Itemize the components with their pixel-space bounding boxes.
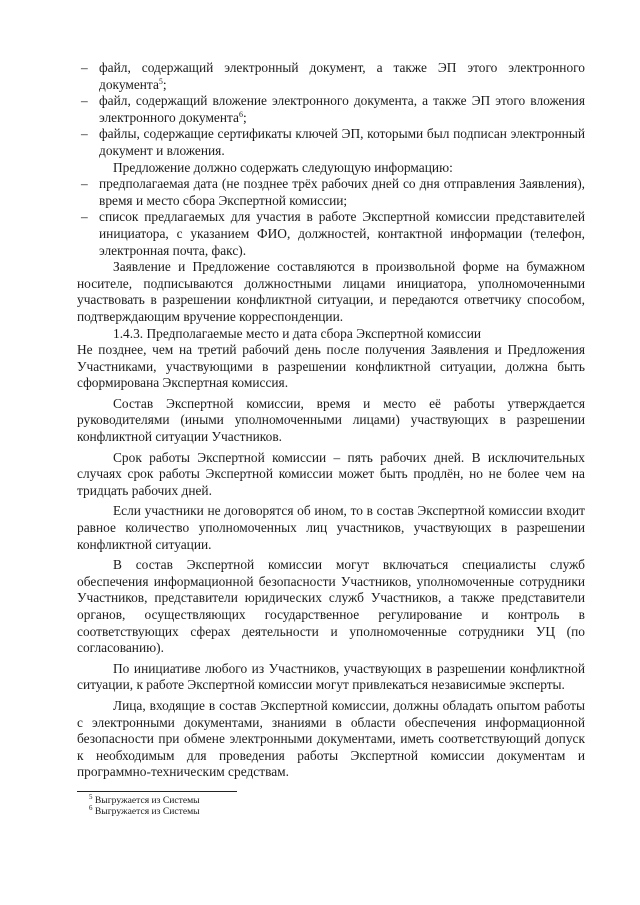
list-item-text: файл, содержащий электронный документ, а также ЭП этого электронного документа <box>99 60 585 92</box>
list-dash: – <box>81 93 88 109</box>
list-item-tail: ; <box>162 76 167 92</box>
paragraph-deadline: Не позднее, чем на третий рабочий день после получения Заявления и Предложения Участниками, участвующими в разрешении конфликтной ситуации, должна быть сформирована Экспертная комиссия. <box>77 342 585 391</box>
footnote-ref[interactable]: 6 <box>238 109 243 119</box>
footnote-item <box>89 792 585 807</box>
list-item-certificates <box>77 126 585 159</box>
paragraph-specialists: В состав Экспертной комиссии могут включаться специалисты служб обеспечения информационной безопасности Участников, уполномоченные сотрудники Участников, представители юридических служб Участников, а также представители органов, осуществляющих государственное регулирование и контроль в соответствующих сферах деятельности и уполномоченные сотрудники УЦ (по согласованию). <box>77 557 585 656</box>
list-dash: – <box>81 126 88 142</box>
list-item-text: список предлагаемых для участия в работе Экспертной комиссии представителей инициатора, с указанием ФИО, должностей, контактной информации (телефон, электронная почта, факс). <box>99 209 585 258</box>
paragraph-form: Заявление и Предложение составляются в произвольной форме на бумажном носителе, подписываются должностными лицами инициатора, уполномоченными участвовать в разрешении конфликтной ситуации, и передаются ответчику способом, подтверждающим вручение корреспонденции. <box>77 259 585 324</box>
paragraph-composition: Состав Экспертной комиссии, время и место её работы утверждается руководителями (иными уполномоченными лицами) участвующих в разрешении конфликтной ситуации Участников. <box>77 395 585 445</box>
list-item-text: предполагаемая дата (не позднее трёх рабочих дней со дня отправления Заявления), время и место сбора Экспертной комиссии; <box>99 176 585 208</box>
list-dash: – <box>81 209 88 225</box>
paragraph-equal-members: Если участники не договорятся об ином, то в состав Экспертной комиссии входит равное количество уполномоченных лиц участников, участвующих в разрешении конфликтной ситуации. <box>77 503 585 552</box>
footnote-number: 6 <box>89 804 93 813</box>
list-dash: – <box>81 176 88 192</box>
footnote-item <box>89 806 585 818</box>
list-dash: – <box>81 60 88 75</box>
list-item-proposed-date <box>77 176 585 209</box>
footnote-text: Выгружается из Системы <box>94 794 200 806</box>
footnote-ref[interactable]: 5 <box>158 76 163 86</box>
paragraph-independent-experts: По инициативе любого из Участников, участвующих в разрешении конфликтной ситуации, к работе Экспертной комиссии могут привлекаться независимые эксперты. <box>77 660 585 693</box>
list-item-file-attachment <box>77 93 585 126</box>
list-item-text: файлы, содержащие сертификаты ключей ЭП, которыми был подписан электронный документ и вложения. <box>99 126 585 158</box>
list-item-tail: ; <box>242 109 247 125</box>
list-item-text: файл, содержащий вложение электронного документа, а также ЭП этого вложения электронного документа <box>99 93 585 125</box>
section-heading: 1.4.3. Предполагаемые место и дата сбора Экспертной комиссии <box>113 325 482 341</box>
paragraph-qualification: Лица, входящие в состав Экспертной комиссии, должны обладать опытом работы с электронными документами, знаниями в области обеспечения информационной безопасности при обмене электронными документами, иметь соответствующий допуск к необходимым для проведения работы Экспертной комиссии документам и программно-техническим средствам. <box>77 697 585 780</box>
paragraph-term: Срок работы Экспертной комиссии – пять рабочих дней. В исключительных случаях срок работы Экспертной комиссии может быть продлён, но не более чем на тридцать рабочих дней. <box>77 449 585 498</box>
proposal-intro: Предложение должно содержать следующую информацию: <box>113 159 453 175</box>
footnotes <box>77 792 585 818</box>
list-item-file-document <box>77 60 585 93</box>
footnote-text: Выгружается из Системы <box>94 806 200 818</box>
list-item-participants <box>77 209 585 259</box>
footnote-number: 5 <box>89 792 93 801</box>
footnote-separator <box>77 791 237 792</box>
